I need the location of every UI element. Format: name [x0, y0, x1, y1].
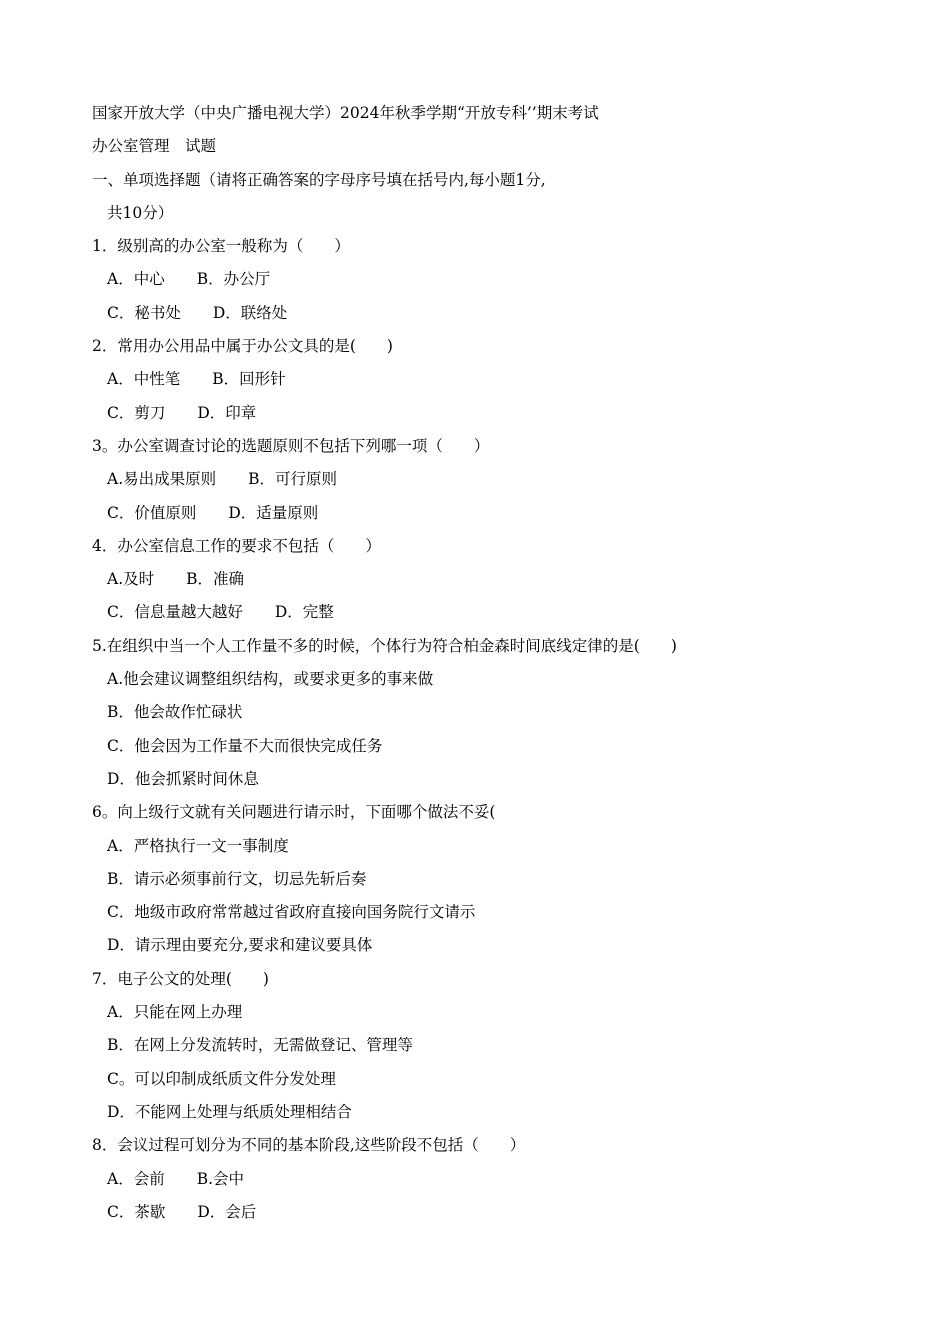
answer-option: D．完整 — [274, 603, 334, 622]
answer-option: C．信息量越大越好 — [107, 603, 243, 622]
option-row — [92, 263, 912, 296]
question-stem: 7．电子公文的处理( ) — [92, 969, 269, 988]
question-stem: 3。办公室调查讨论的选题原则不包括下列哪一项（ ） — [92, 436, 490, 455]
section-heading: 一、单项选择题（请将正确答案的字母序号填在括号内,每小题1分, — [92, 170, 546, 189]
option-row — [92, 863, 912, 896]
option-row — [92, 663, 912, 696]
option-row — [92, 363, 912, 396]
section-heading-cont: 共10分） — [107, 203, 174, 222]
answer-option: A．严格执行一文一事制度 — [107, 836, 289, 855]
answer-option: D．适量原则 — [228, 503, 319, 522]
question-list — [92, 230, 912, 1229]
answer-option: A．会前 — [107, 1169, 165, 1188]
answer-option: C．价值原则 — [107, 503, 197, 522]
option-row — [92, 1163, 912, 1196]
answer-option: A.及时 — [107, 570, 155, 589]
answer-option: B．准确 — [186, 570, 245, 589]
option-row — [92, 463, 912, 496]
answer-option: D．印章 — [197, 403, 257, 422]
answer-option: D．会后 — [197, 1202, 257, 1221]
answer-option: D．他会抓紧时间休息 — [107, 769, 259, 788]
answer-option: B．回形针 — [212, 370, 286, 389]
answer-option: A.他会建议调整组织结构，或要求更多的事来做 — [107, 670, 434, 689]
answer-option: C。可以印制成纸质文件分发处理 — [107, 1069, 336, 1088]
answer-option: C．剪刀 — [107, 403, 166, 422]
question-stem: 5.在组织中当一个人工作量不多的时候，个体行为符合柏金森时间底线定律的是( ) — [92, 636, 677, 655]
option-row — [92, 1063, 912, 1096]
option-row — [92, 497, 912, 530]
option-row — [92, 830, 912, 863]
question-stem: 6。向上级行文就有关问题进行请示时，下面哪个做法不妥( — [92, 803, 496, 822]
answer-option: A.易出成果原则 — [107, 470, 217, 489]
answer-option: A．只能在网上办理 — [107, 1003, 243, 1022]
answer-option: B．他会故作忙碌状 — [107, 703, 243, 722]
option-row — [92, 397, 912, 430]
option-row — [92, 297, 912, 330]
option-row — [92, 763, 912, 796]
option-row — [92, 563, 912, 596]
answer-option: B．可行原则 — [248, 470, 338, 489]
option-row — [92, 596, 912, 629]
option-row — [92, 896, 912, 929]
answer-option: C．茶歇 — [107, 1202, 166, 1221]
answer-option: D．联络处 — [212, 303, 288, 322]
answer-option: D．请示理由要充分,要求和建议要具体 — [107, 936, 373, 955]
question-stem: 4．办公室信息工作的要求不包括（ ） — [92, 536, 381, 555]
option-row — [92, 1029, 912, 1062]
answer-option: D．不能网上处理与纸质处理相结合 — [107, 1102, 352, 1121]
answer-option: B．请示必须事前行文，切忌先斩后奏 — [107, 869, 367, 888]
question-stem: 8．会议过程可划分为不同的基本阶段,这些阶段不包括（ ） — [92, 1136, 526, 1155]
answer-option: B．在网上分发流转时，无需做登记、管理等 — [107, 1036, 413, 1055]
answer-option: A．中性笔 — [107, 370, 181, 389]
answer-option: C．秘书处 — [107, 303, 181, 322]
option-row — [92, 929, 912, 962]
answer-option: B.会中 — [196, 1169, 245, 1188]
exam-title: 国家开放大学（中央广播电视大学）2024年秋季学期“开放专科’’期末考试 — [92, 104, 599, 122]
exam-page — [92, 97, 912, 1229]
question-stem: 2．常用办公用品中属于办公文具的是( ) — [92, 337, 393, 356]
answer-option: C．他会因为工作量不大而很快完成任务 — [107, 736, 383, 755]
subject-line: 办公室管理 试题 — [92, 137, 217, 156]
option-row — [92, 996, 912, 1029]
question-stem: 1．级别高的办公室一般称为（ ） — [92, 237, 350, 256]
answer-option: B．办公厅 — [196, 270, 271, 289]
option-row — [92, 1096, 912, 1129]
option-row — [92, 696, 912, 729]
answer-option: A．中心 — [107, 270, 165, 289]
answer-option: C．地级市政府常常越过省政府直接向国务院行文请示 — [107, 903, 476, 922]
option-row — [92, 730, 912, 763]
option-row — [92, 1196, 912, 1229]
